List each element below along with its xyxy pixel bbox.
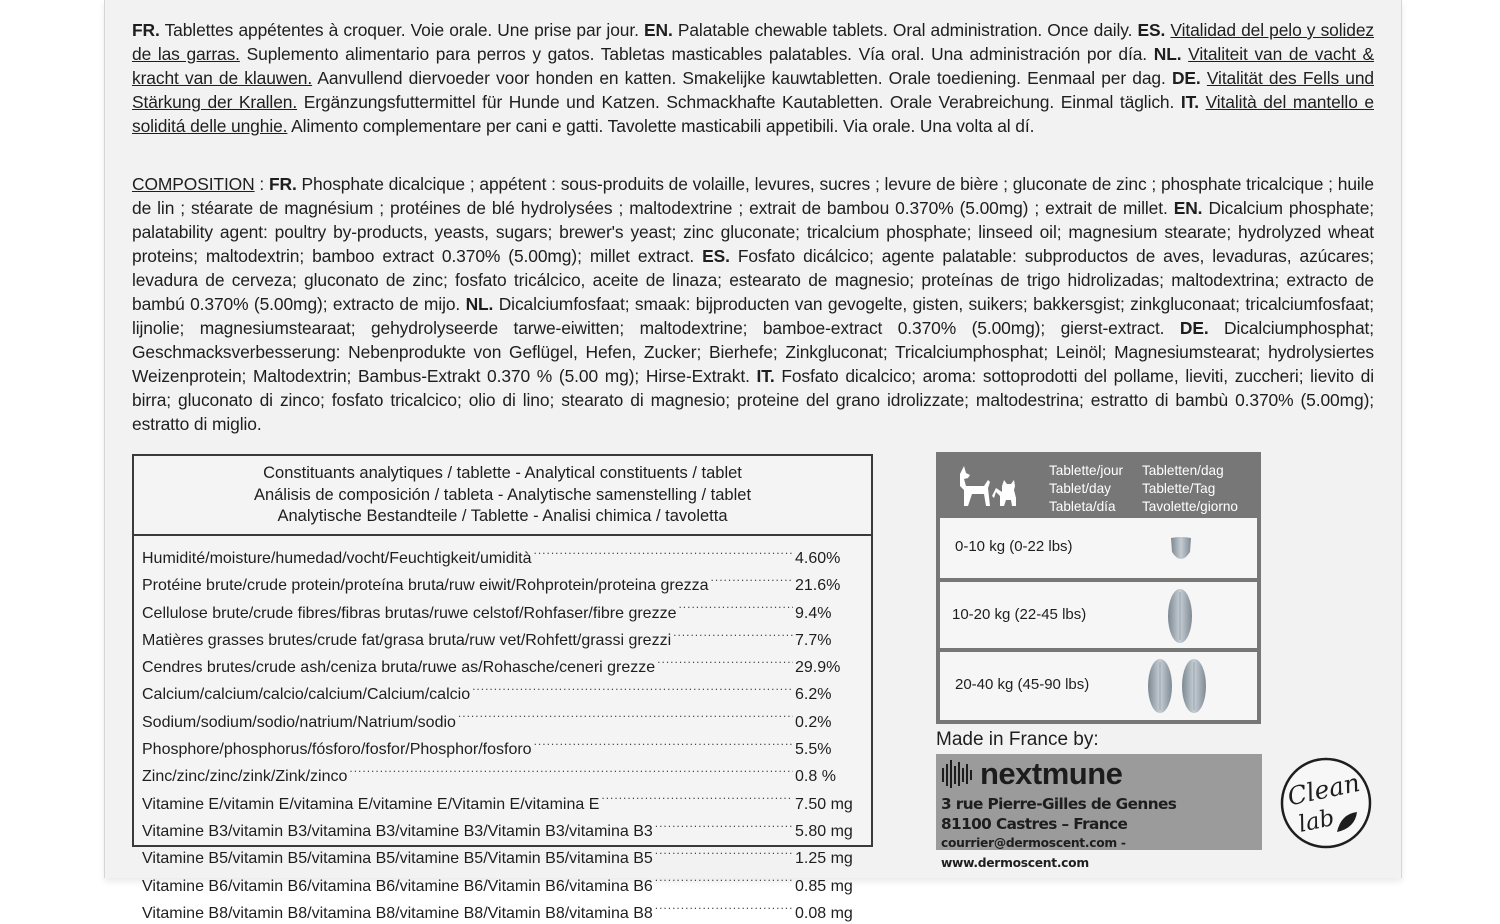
comp-code-nl: NL. bbox=[465, 294, 494, 314]
intro-de-title: Vitalität des Fells und Stärkung der Krallen. bbox=[132, 68, 1374, 112]
intro-nl-title: Vitaliteit van de vacht & kracht van de klauwen. bbox=[132, 44, 1375, 88]
dosage-col-label: Tableta/día bbox=[1049, 499, 1116, 514]
composition-title: COMPOSITION bbox=[132, 174, 255, 194]
comp-code-es: ES. bbox=[702, 246, 730, 266]
lang-code-en: EN. bbox=[643, 20, 673, 40]
dosage-col-label: Tablette/jour bbox=[1049, 463, 1124, 478]
comp-fr: Phosphate dicalcique ; appétent : sous-produits de volaille, levures, sucres ; levure de bière ; gluconate de zinc ; phosphate tricalcique ; huile de lin ; stéarate de magnésium ; protéines de blé hydrolysées ; maltodextrine ; extrait de bambou 0.370% (5.00mg) ; extrait de millet. bbox=[132, 174, 1374, 218]
analytic-label: Vitamine B5/vitamin B5/vitamina B5/vitamine B5/Vitamin B5/vitamina B5 bbox=[142, 850, 653, 868]
analytic-label: Humidité/moisture/humedad/vocht/Feuchtigkeit/umidità bbox=[142, 550, 532, 567]
analytic-value: 0.8 % bbox=[795, 768, 836, 786]
analytic-row bbox=[142, 897, 857, 924]
leader-dots bbox=[655, 897, 793, 918]
intro-it: Alimento complementare per cani e gatti. Tavolette masticabili appetibili. Via orale. Una volta al dí. bbox=[287, 116, 1035, 136]
analytic-label: Vitamine B8/vitamin B8/vitamina B8/vitamine B8/Vitamin B8/vitamina B8 bbox=[142, 904, 653, 922]
analytic-row bbox=[142, 788, 857, 815]
comp-code-it: IT. bbox=[756, 366, 775, 386]
lang-code-de: DE. bbox=[1171, 68, 1201, 88]
analytic-value: 21.6% bbox=[795, 577, 841, 595]
cat-icon bbox=[992, 480, 1016, 506]
analytic-value: 4.60% bbox=[795, 550, 841, 567]
tablet-icon bbox=[1180, 658, 1208, 714]
dosage-weight: 0-10 kg (0-22 lbs) bbox=[955, 538, 1073, 555]
comp-code-fr: FR. bbox=[269, 174, 297, 194]
analytic-value: 0.08 mg bbox=[795, 904, 853, 922]
analytical-constituents-table bbox=[132, 454, 873, 922]
dosage-weight: 10-20 kg (22-45 lbs) bbox=[952, 606, 1087, 623]
tablet-icon bbox=[1146, 658, 1174, 714]
address-line: 3 rue Pierre-Gilles de Gennes bbox=[941, 795, 1177, 813]
comp-nl: Dicalciumfosfaat; smaak: bijproducten van gevogelte, gisten, suikers; bakkersgist; zinkgluconaat; tricalciumfosfaat; lijnolie; magnesiumstearaat; gehydrolyseerde tarwe-eiwitten; maltodextrine; bamboe-extract 0.370% (5.00mg); gierst-extract. bbox=[132, 294, 1374, 338]
analytic-row bbox=[142, 815, 857, 842]
lang-code-it: IT. bbox=[1180, 92, 1199, 112]
analytic-row bbox=[142, 569, 857, 596]
leader-dots bbox=[601, 788, 793, 809]
analytic-row bbox=[142, 733, 857, 760]
analytic-label: Phosphore/phosphorus/fósforo/fosfor/Phosphor/fosforo bbox=[142, 741, 532, 759]
dog-icon bbox=[960, 466, 990, 506]
analytic-value: 7.50 mg bbox=[795, 795, 853, 813]
leader-dots bbox=[711, 569, 793, 590]
leader-dots bbox=[534, 542, 793, 563]
analytic-row bbox=[142, 870, 857, 897]
analytic-row bbox=[142, 678, 857, 705]
intro-en: Palatable chewable tablets. Oral administration. Once daily. bbox=[672, 20, 1138, 40]
analytic-header bbox=[134, 456, 871, 536]
leader-dots bbox=[678, 597, 793, 618]
analytic-row bbox=[142, 624, 857, 651]
analytic-value: 9.4% bbox=[795, 604, 832, 622]
analytic-value: 6.2% bbox=[795, 686, 832, 704]
analytic-label: Sodium/sodium/sodio/natrium/Natrium/sodio bbox=[142, 713, 456, 731]
dosage-weight: 20-40 kg (45-90 lbs) bbox=[955, 676, 1090, 693]
analytic-label: Calcium/calcium/calcio/calcium/Calcium/calcio bbox=[142, 686, 471, 704]
leader-dots bbox=[534, 733, 793, 754]
intro-text bbox=[132, 18, 1374, 138]
lang-code-fr: FR. bbox=[132, 20, 160, 40]
intro-fr: Tablettes appétentes à croquer. Voie orale. Une prise par jour. bbox=[159, 20, 644, 40]
dog-cat-icon bbox=[954, 464, 1022, 508]
comp-es: Fosfato dicálcico; agente palatable: subproductos de aves, levaduras, azúcares; levadura de cerveza; gluconato de zinc; fosfato tricálcico, aceite de linaza; estearato de magnesio; proteínas de trigo hidrolizadas; maltodextrina; extracto de bambú 0.370% (5.00mg); extracto de mijo. bbox=[132, 246, 1375, 314]
analytic-value: 0.2% bbox=[795, 713, 832, 731]
clean-lab-badge bbox=[1279, 756, 1373, 850]
analytic-row bbox=[142, 760, 857, 787]
analytic-rows bbox=[134, 536, 871, 924]
dosage-row bbox=[940, 518, 1257, 578]
dosage-col-label: Tavolette/giorno bbox=[1142, 499, 1238, 514]
badge-line1: Clean bbox=[1284, 767, 1363, 812]
badge-line2: lab bbox=[1296, 805, 1337, 838]
analytic-label: Matières grasses brutes/crude fat/grasa bruta/ruw vet/Rohfett/grassi grezzi bbox=[142, 631, 672, 649]
dosage-col-label: Tablet/day bbox=[1049, 481, 1111, 496]
analytic-header-line: Constituants analytiques / tablette - Analytical constituents / tablet bbox=[263, 464, 742, 482]
address-line: 81100 Castres – France bbox=[941, 814, 1128, 833]
analytic-value: 5.5% bbox=[795, 741, 832, 759]
analytic-label: Zinc/zinc/zinc/zink/Zink/zinco bbox=[142, 768, 348, 786]
analytic-row bbox=[142, 651, 857, 678]
analytic-label: Vitamine B3/vitamin B3/vitamina B3/vitamine B3/Vitamin B3/vitamina B3 bbox=[142, 822, 653, 840]
composition-text bbox=[132, 172, 1374, 436]
analytic-row bbox=[142, 706, 857, 733]
analytic-row bbox=[142, 842, 857, 869]
dosage-row bbox=[940, 582, 1257, 648]
comp-en: Dicalcium phosphate; palatability agent: poultry by-products, yeasts, sugars; brewer's yeast; zinc gluconate; tricalcium phosphate; linseed oil; magnesium stearate; hydrolyzed wheat proteins; maltodextrin; bamboo extract 0.370% (5.00mg); millet extract. bbox=[132, 198, 1374, 266]
leader-dots bbox=[349, 760, 793, 781]
dosage-col-label: Tablette/Tag bbox=[1142, 481, 1216, 496]
analytic-value: 29.9% bbox=[795, 659, 841, 677]
leader-dots bbox=[655, 842, 793, 863]
intro-de: Ergänzungsfuttermittel für Hunde und Katzen. Schmackhafte Kautabletten. Orale Verabreichung. Einmal täglich. bbox=[297, 92, 1181, 112]
analytic-value: 1.25 mg bbox=[795, 850, 853, 868]
contact-line: courrier@dermoscent.com - www.dermoscent.com bbox=[941, 836, 1126, 870]
intro-nl: Aanvullend diervoeder voor honden en katten. Smakelijke kauwtabletten. Orale toediening. Eenmaal per dag. bbox=[312, 68, 1172, 88]
comp-code-en: EN. bbox=[1173, 198, 1203, 218]
leader-dots bbox=[472, 678, 793, 699]
comp-code-de: DE. bbox=[1179, 318, 1209, 338]
dosage-table bbox=[936, 452, 1261, 724]
intro-it-title: Vitalità del mantello e soliditá delle unghie. bbox=[132, 92, 1374, 136]
analytic-label: Cellulose brute/crude fibres/fibras brutas/ruwe celstof/Rohfaser/fibre grezze bbox=[142, 604, 677, 622]
comp-it: Fosfato dicalcico; aroma: sottoprodotti del pollame, lieviti, zuccheri; lievito di birra; gluconato di zinco; fosfato tricalcico; olio di lino; stearato di magnesio; proteine del grano idrolizzate; maltodestrina; estratto di bambù 0.370% (5.00mg); estratto di miglio. bbox=[132, 366, 1374, 434]
composition-sep: : bbox=[254, 174, 269, 194]
lang-code-es: ES. bbox=[1137, 20, 1166, 40]
dosage-col-label: Tabletten/dag bbox=[1142, 463, 1224, 478]
leader-dots bbox=[673, 624, 793, 645]
brand-name: nextmune bbox=[980, 756, 1123, 791]
leader-dots bbox=[655, 815, 793, 836]
analytic-value: 7.7% bbox=[795, 631, 832, 649]
nextmune-logo-icon bbox=[942, 760, 976, 788]
analytic-row bbox=[142, 542, 857, 569]
intro-es: Suplemento alimentario para perros y gatos. Tabletas masticables palatables. Vía oral. Una administración por día. bbox=[239, 44, 1154, 64]
leader-dots bbox=[657, 651, 793, 672]
analytic-row bbox=[142, 597, 857, 624]
tablet-icon bbox=[1166, 588, 1194, 644]
analytic-label: Protéine brute/crude protein/proteína bruta/ruw eiwit/Rohprotein/proteina grezza bbox=[142, 577, 709, 595]
manufacturer-address bbox=[941, 795, 1262, 873]
intro-es-title: Vitalidad del pelo y solidez de las garras. bbox=[132, 20, 1375, 64]
half-tablet-icon bbox=[1170, 536, 1192, 562]
lang-code-nl: NL. bbox=[1153, 44, 1182, 64]
dosage-header bbox=[936, 452, 1261, 516]
analytic-header-line: Análisis de composición / tableta - Analytische samenstelling / tablet bbox=[253, 485, 752, 504]
analytic-label: Vitamine B6/vitamin B6/vitamina B6/vitamine B6/Vitamin B6/vitamina B6 bbox=[142, 877, 653, 895]
analytic-label: Vitamine E/vitamin E/vitamina E/vitamine E/Vitamin E/vitamina E bbox=[142, 795, 600, 813]
made-in-label: Made in France by: bbox=[936, 729, 1099, 750]
analytic-label: Cendres brutes/crude ash/ceniza bruta/ruwe as/Rohasche/ceneri grezze bbox=[142, 659, 656, 677]
analytic-value: 0.85 mg bbox=[795, 877, 853, 895]
leader-dots bbox=[458, 706, 793, 727]
manufacturer-block bbox=[936, 754, 1262, 870]
analytic-header-line: Analytische Bestandteile / Tablette - Analisi chimica / tavoletta bbox=[277, 507, 728, 525]
comp-de: Dicalciumphosphat; Geschmacksverbesserung: Nebenprodukte von Geflügel, Hefen, Zucker; Bierhefe; Zinkgluconat; Tricalciumphosphat; Leinöl; Magnesiumstearat; hydrolysiertes Weizenprotein; Maltodextrin; Bambus-Extrakt 0.370 % (5.00 mg); Hirse-Extrakt. bbox=[132, 318, 1375, 386]
dosage-row bbox=[940, 652, 1257, 720]
analytic-value: 5.80 mg bbox=[795, 822, 853, 840]
leader-dots bbox=[655, 870, 793, 891]
